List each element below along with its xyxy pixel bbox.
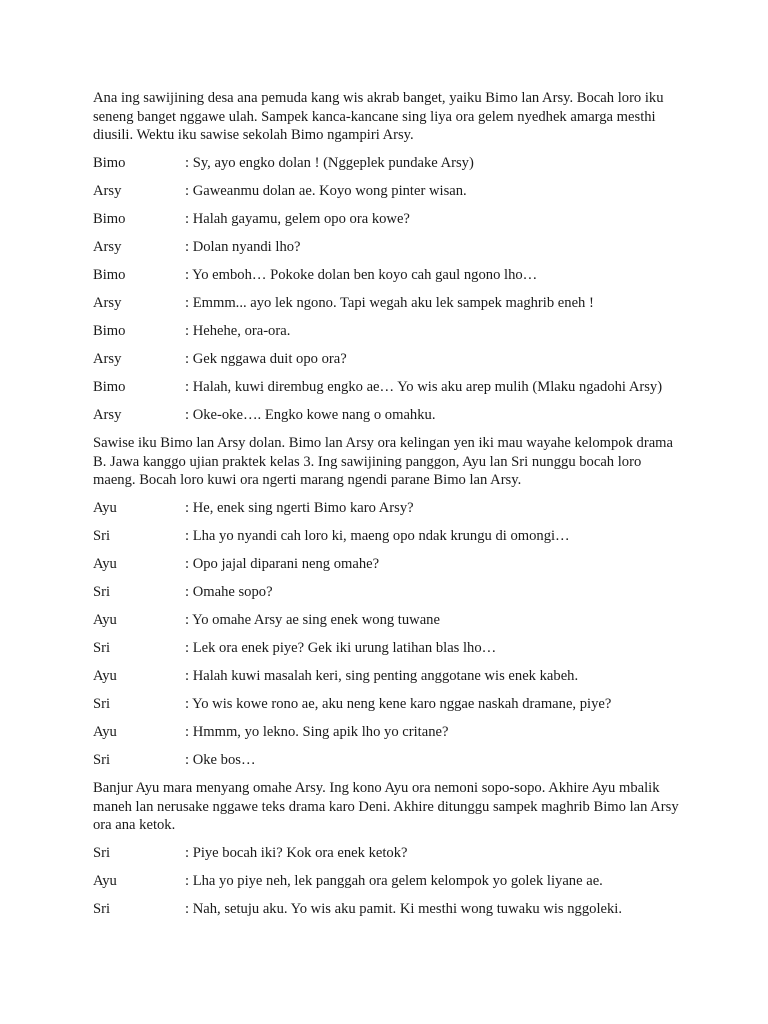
- speaker-name: Sri: [93, 640, 111, 656]
- dialogue-line: [93, 872, 683, 891]
- dialogue-line: [93, 154, 683, 173]
- dialogue-text: : Opo jajal diparani neng omahe?: [185, 556, 380, 572]
- dialogue-text: : Lek ora enek piye? Gek iki urung latihan blas lho…: [185, 640, 497, 656]
- dialogue-text: : Oke bos…: [185, 752, 256, 768]
- dialogue-text: : Piye bocah iki? Kok ora enek ketok?: [185, 845, 408, 861]
- speaker-name: Arsy: [93, 295, 122, 311]
- dialogue-line: [93, 723, 683, 742]
- dialogue-text: : Hehehe, ora-ora.: [185, 323, 291, 339]
- speaker-name: Ayu: [93, 556, 117, 572]
- dialogue-text: : Nah, setuju aku. Yo wis aku pamit. Ki mesthi wong tuwaku wis nggoleki.: [185, 901, 622, 917]
- speaker-name: Ayu: [93, 873, 117, 889]
- speaker-name: Sri: [93, 696, 111, 712]
- dialogue-line: [93, 322, 683, 341]
- dialogue-text: : Halah, kuwi dirembug engko ae… Yo wis aku arep mulih (Mlaku ngadohi Arsy): [185, 379, 663, 395]
- narration-paragraph: Ana ing sawijining desa ana pemuda kang wis akrab banget, yaiku Bimo lan Arsy. Bocah loro iku seneng banget nggawe ulah. Sampek kanca-kancane sing liya ora gelem nyedhek amarga mesthi diusili. Wektu iku sawise sekolah Bimo ngampiri Arsy.: [93, 90, 664, 143]
- dialogue-line: [93, 378, 683, 397]
- dialogue-line: [93, 900, 683, 919]
- speaker-name: Bimo: [93, 323, 126, 339]
- dialogue-line: [93, 527, 683, 546]
- dialogue-line: [93, 751, 683, 770]
- dialogue-line: [93, 238, 683, 257]
- dialogue-text: : Yo wis kowe rono ae, aku neng kene karo nggae naskah dramane, piye?: [185, 696, 612, 712]
- speaker-name: Sri: [93, 845, 111, 861]
- dialogue-line: [93, 844, 683, 863]
- dialogue-text: : Lha yo nyandi cah loro ki, maeng opo ndak krungu di omongi…: [185, 528, 570, 544]
- speaker-name: Arsy: [93, 239, 122, 255]
- dialogue-line: [93, 266, 683, 285]
- dialogue-line: [93, 555, 683, 574]
- narration-paragraph: Sawise iku Bimo lan Arsy dolan. Bimo lan Arsy ora kelingan yen iki mau wayahe kelompok drama B. Jawa kanggo ujian praktek kelas 3. Ing sawijining panggon, Ayu lan Sri nunggu bocah loro maeng. Bocah loro kuwi ora ngerti marang ngendi parane Bimo lan Arsy.: [93, 435, 673, 488]
- dialogue-text: : Yo omahe Arsy ae sing enek wong tuwane: [185, 612, 440, 628]
- speaker-name: Ayu: [93, 724, 117, 740]
- speaker-name: Bimo: [93, 155, 126, 171]
- dialogue-line: [93, 182, 683, 201]
- dialogue-text: : Halah gayamu, gelem opo ora kowe?: [185, 211, 410, 227]
- dialogue-text: : Lha yo piye neh, lek panggah ora gelem kelompok yo golek liyane ae.: [185, 873, 603, 889]
- dialogue-text: : Hmmm, yo lekno. Sing apik lho yo critane?: [185, 724, 449, 740]
- dialogue-text: : Emmm... ayo lek ngono. Tapi wegah aku lek sampek maghrib eneh !: [185, 295, 594, 311]
- dialogue-line: [93, 294, 683, 313]
- narration-paragraph: Banjur Ayu mara menyang omahe Arsy. Ing kono Ayu ora nemoni sopo-sopo. Akhire Ayu mbalik maneh lan nerusake nggawe teks drama karo Deni. Akhire ditunggu sampek maghrib Bimo lan Arsy ora ana ketok.: [93, 780, 679, 833]
- document-body: [93, 89, 683, 928]
- dialogue-text: : Yo emboh… Pokoke dolan ben koyo cah gaul ngono lho…: [185, 267, 538, 283]
- speaker-name: Ayu: [93, 500, 117, 516]
- speaker-name: Bimo: [93, 211, 126, 227]
- dialogue-line: [93, 499, 683, 518]
- dialogue-text: : Oke-oke…. Engko kowe nang o omahku.: [185, 407, 436, 423]
- dialogue-text: : Gek nggawa duit opo ora?: [185, 351, 347, 367]
- dialogue-line: [93, 210, 683, 229]
- speaker-name: Sri: [93, 584, 111, 600]
- speaker-name: Bimo: [93, 379, 126, 395]
- dialogue-text: : Omahe sopo?: [185, 584, 273, 600]
- dialogue-text: : Dolan nyandi lho?: [185, 239, 301, 255]
- speaker-name: Arsy: [93, 183, 122, 199]
- dialogue-text: : Gaweanmu dolan ae. Koyo wong pinter wisan.: [185, 183, 467, 199]
- dialogue-text: : Halah kuwi masalah keri, sing penting anggotane wis enek kabeh.: [185, 668, 579, 684]
- speaker-name: Bimo: [93, 267, 126, 283]
- dialogue-line: [93, 406, 683, 425]
- dialogue-line: [93, 611, 683, 630]
- speaker-name: Ayu: [93, 668, 117, 684]
- dialogue-text: : He, enek sing ngerti Bimo karo Arsy?: [185, 500, 414, 516]
- speaker-name: Sri: [93, 901, 111, 917]
- speaker-name: Sri: [93, 528, 111, 544]
- dialogue-line: [93, 639, 683, 658]
- speaker-name: Ayu: [93, 612, 117, 628]
- dialogue-line: [93, 583, 683, 602]
- speaker-name: Arsy: [93, 351, 122, 367]
- speaker-name: Sri: [93, 752, 111, 768]
- dialogue-line: [93, 695, 683, 714]
- speaker-name: Arsy: [93, 407, 122, 423]
- dialogue-line: [93, 667, 683, 686]
- dialogue-line: [93, 350, 683, 369]
- dialogue-text: : Sy, ayo engko dolan ! (Nggeplek pundake Arsy): [185, 155, 474, 171]
